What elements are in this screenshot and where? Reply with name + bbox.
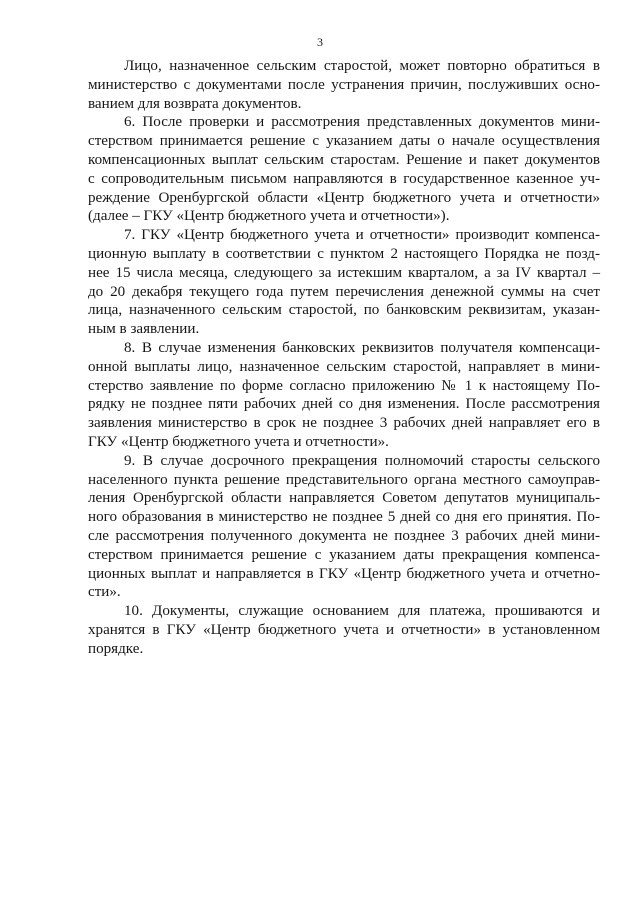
text-line: с сопроводительным письмом направляются в государственное казенное уч-: [88, 170, 600, 187]
text-line: сле рассмотрения полученного документа не позднее 3 рабочих дней мини-: [88, 527, 600, 544]
text-line: ного образования в министерство не позднее 5 дней со дня его принятия. По-: [88, 509, 600, 526]
paragraph-p9: [88, 452, 600, 602]
text-line: хранятся в ГКУ «Центр бюджетного учета и отчетности» в установленном: [88, 621, 600, 638]
text-line: 7. ГКУ «Центр бюджетного учета и отчетности» производит компенса-: [124, 227, 600, 244]
text-line: рядку не позднее пяти рабочих дней со дня изменения. После рассмотрения: [88, 396, 600, 413]
paragraph-p-return: [88, 57, 600, 113]
text-line: компенсационных выплат сельским старостам. Решение и пакет документов: [88, 151, 600, 168]
text-line: до 20 декабря текущего года путем перечисления денежной суммы на счет: [88, 283, 600, 300]
text-line: ционную выплату в соответствии с пунктом 2 настоящего Порядка не позд-: [88, 245, 600, 262]
text-line: 6. После проверки и рассмотрения представленных документов мини-: [124, 114, 600, 131]
text-line: 9. В случае досрочного прекращения полномочий старосты сельского: [124, 452, 600, 469]
paragraph-p10: [88, 602, 600, 658]
text-line: нее 15 числа месяца, следующего за истекшим кварталом, а за IV квартал –: [88, 264, 600, 281]
text-line: сти».: [88, 584, 121, 601]
paragraph-p8: [88, 339, 600, 452]
text-line: стерство заявление по форме согласно приложению № 1 к настоящему По-: [88, 377, 600, 394]
text-line: реждение Оренбургской области «Центр бюджетного учета и отчетности»: [88, 189, 600, 206]
text-line: населенного пункта решение представительного органа местного самоуправ-: [88, 471, 600, 488]
text-line: ГКУ «Центр бюджетного учета и отчетности».: [88, 433, 389, 450]
text-line: заявления министерство в срок не позднее 3 рабочих дней направляет его в: [88, 415, 600, 432]
text-line: 8. В случае изменения банковских реквизитов получателя компенсаци-: [124, 339, 600, 356]
text-line: ным в заявлении.: [88, 321, 200, 338]
paragraph-p6: [88, 113, 600, 226]
text-line: стерством принимается решение с указанием даты прекращения компенса-: [88, 546, 600, 563]
page-number: 3: [317, 35, 323, 49]
text-line: 10. Документы, служащие основанием для платежа, прошиваются и: [124, 603, 600, 620]
text-line: стерством принимается решение с указанием даты о начале осуществления: [88, 133, 600, 150]
text-line: ления Оренбургской области направляется Советом депутатов муниципаль-: [88, 490, 600, 507]
text-line: онной выплаты лицо, назначенное сельским старостой, направляет в мини-: [88, 358, 600, 375]
text-line: Лицо, назначенное сельским старостой, может повторно обратиться в: [124, 58, 600, 74]
text-line: министерство с документами после устранения причин, послуживших осно-: [88, 76, 600, 93]
document-body: [88, 57, 600, 659]
text-line: лица, назначенного сельским старостой, по банковским реквизитам, указан-: [88, 302, 600, 319]
paragraph-p7: [88, 226, 600, 339]
text-line: (далее – ГКУ «Центр бюджетного учета и отчетности»).: [88, 208, 450, 225]
text-line: ванием для возврата документов.: [88, 95, 302, 112]
text-line: ционных выплат и направляется в ГКУ «Центр бюджетного учета и отчетно-: [88, 565, 600, 582]
text-line: порядке.: [88, 640, 144, 657]
